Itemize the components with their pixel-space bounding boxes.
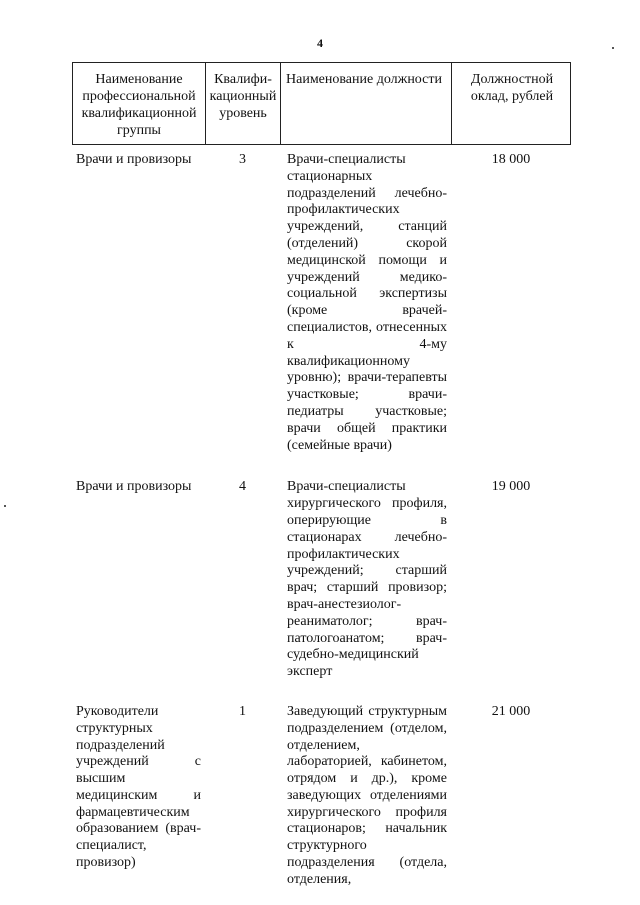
salary-cell: 18 000 xyxy=(491,152,531,167)
table-row xyxy=(72,152,571,454)
header-group-name: Наименование профессиональной квалификационной группы xyxy=(73,63,206,144)
scan-speck xyxy=(612,47,614,49)
table-row xyxy=(72,704,571,889)
header-qualification-level: Квалифи-кационный уровень xyxy=(206,63,281,144)
positions-cell: Заведующий структурным подразделением (отделом, отделением, лабораторией, кабинетом, отрядом и др.), кроме заведующих отделениями хирургического профиля стационаров; начальник структурного подразделения (отдела, отделения, xyxy=(287,703,447,887)
group-cell: Врачи и провизоры xyxy=(76,479,192,495)
positions-cell: Врачи-специалисты стационарных подразделений лечебно-профилактических учреждений, станций (отделений) скорой медицинской помощи и учреждений медико-социальной экспертизы (кроме врачей-специалистов, отнесенных к 4-му квалификационному уровню); врачи-терапевты участковые; врачи-педиатры участковые; врачи общей практики (семейные врачи) xyxy=(287,152,447,453)
header-position-name: Наименование должности xyxy=(281,63,452,144)
positions-cell: Врачи-специалисты хирургического профиля, оперирующие в стационарах лечебно-профилактических учреждений; старший врач; старший провизор; врач-анестезиолог-реаниматолог; врач-патологоанатом; врач-судебно-медицинский эксперт xyxy=(287,479,447,680)
table-header xyxy=(72,62,571,145)
group-cell: Врачи и провизоры xyxy=(76,152,192,167)
level-cell: 4 xyxy=(239,479,246,495)
level-cell: 3 xyxy=(239,152,246,167)
salary-table xyxy=(72,62,571,889)
header-salary: Должностной оклад, рублей xyxy=(470,72,554,104)
salary-cell: 21 000 xyxy=(491,703,531,719)
table-row xyxy=(72,479,571,681)
page-number: 4 xyxy=(317,36,323,50)
group-cell: Руководители структурных подразделений учреждений с высшим медицинским и фармацевтическим образованием (врач-специалист, провизор) xyxy=(76,703,201,871)
scan-speck xyxy=(4,505,6,507)
level-cell: 1 xyxy=(239,703,246,719)
salary-cell: 19 000 xyxy=(491,479,531,495)
